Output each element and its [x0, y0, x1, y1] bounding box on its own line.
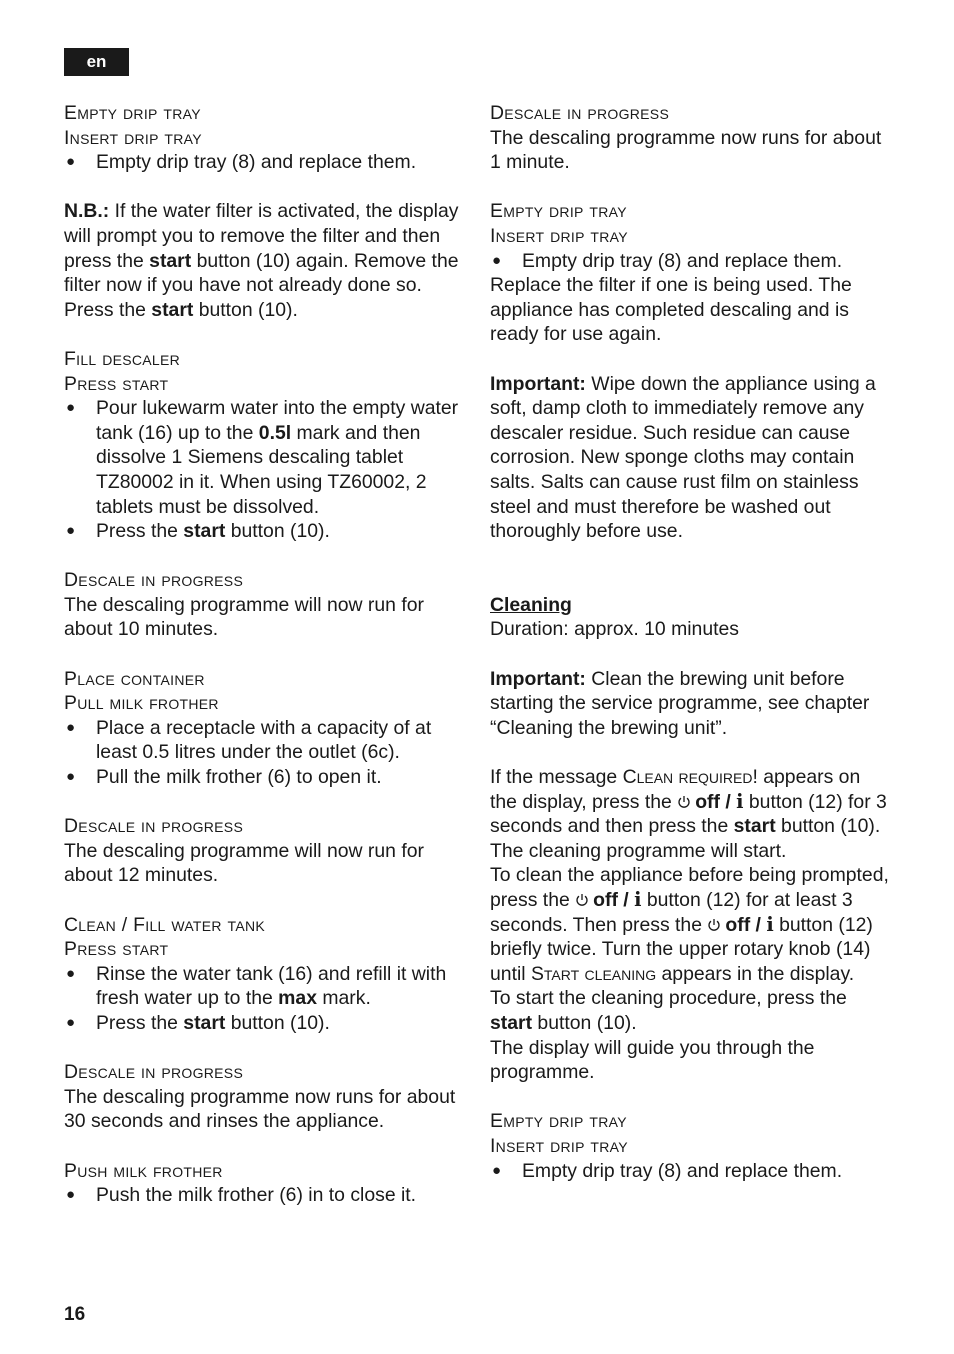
- display-message: Descale in progress: [64, 815, 244, 838]
- cleaning-instructions: [490, 765, 890, 1085]
- text: button (10) again. Remove the filter now if you have not already done so. Press the: [64, 249, 459, 321]
- paragraph: The descaling programme now runs for about 30 seconds and rinses the appliance.: [64, 1085, 456, 1133]
- place-container-section: [64, 667, 464, 790]
- off-keyword: off /: [725, 913, 767, 936]
- text: button (12) for 3 seconds and then press the: [490, 790, 887, 838]
- empty-drip-tray-section-2: [490, 199, 890, 347]
- text: button (10).: [775, 815, 881, 838]
- text: button (10).: [193, 298, 298, 321]
- section-heading: Cleaning: [490, 593, 572, 616]
- paragraph: [490, 863, 890, 986]
- text: To clean the appliance before being prompted, press the: [490, 864, 889, 911]
- paragraph: The cleaning programme will start.: [490, 839, 787, 862]
- empty-drip-tray-section: [64, 101, 464, 175]
- right-column: [490, 101, 890, 1208]
- text: If the message: [490, 766, 623, 789]
- text: Press the: [96, 1011, 184, 1034]
- final-drip-tray-section: [490, 1109, 890, 1183]
- text: button (12) briefly twice. Turn the upper rotary knob (14) until: [490, 913, 873, 985]
- text: Clean the brewing unit before starting the service programme, see chapter “Cleaning the brewing unit”.: [490, 667, 870, 739]
- list-item: ● Empty drip tray (8) and replace them.: [490, 1159, 890, 1184]
- important-label: Important:: [490, 372, 586, 395]
- list-item: [64, 1011, 464, 1036]
- display-message: Insert drip tray: [490, 1134, 628, 1157]
- language-tab: en: [64, 48, 129, 76]
- clean-fill-section: [64, 913, 464, 1036]
- display-message: Start cleaning: [530, 962, 657, 985]
- list-item: ● Push the milk frother (6) in to close it.: [64, 1183, 464, 1208]
- start-keyword: start: [151, 298, 194, 321]
- display-message: Fill descaler: [64, 347, 181, 370]
- note-paragraph: [64, 199, 464, 322]
- paragraph: The display will guide you through the programme.: [490, 1036, 815, 1084]
- text: button (12) for at least 3 seconds. Then press the: [490, 889, 853, 936]
- important-label: Important:: [490, 667, 586, 690]
- display-message: Empty drip tray: [490, 200, 627, 223]
- list-item: ● Pull the milk frother (6) to open it.: [64, 765, 464, 790]
- display-message: Clean required!: [622, 766, 758, 789]
- power-icon: [707, 918, 721, 932]
- start-keyword: start: [183, 1011, 226, 1034]
- list-item: [64, 962, 464, 1011]
- left-column: [64, 101, 464, 1232]
- power-icon: [575, 893, 589, 907]
- note-label: N.B.:: [64, 200, 110, 223]
- text: Wipe down the appliance using a soft, damp cloth to immediately remove any descaler residue. Such residue can cause corrosion. New sponge cloths may contain salts. Salts can cause rust film on stainless steel and must therefore be washed out thoroughly before use.: [490, 372, 876, 543]
- display-message: Place container: [64, 667, 205, 690]
- paragraph: Replace the filter if one is being used. The appliance has completed descaling and is ready for use again.: [490, 274, 852, 346]
- duration-text: Duration: approx. 10 minutes: [490, 618, 739, 641]
- paragraph: [490, 765, 890, 839]
- display-message: Empty drip tray: [64, 102, 201, 124]
- descale-section-4: [490, 101, 890, 175]
- cleaning-section: [490, 593, 890, 642]
- start-keyword: start: [183, 520, 226, 543]
- paragraph: The descaling programme will now run for about 12 minutes.: [64, 839, 424, 887]
- info-keyword: i: [736, 789, 744, 813]
- important-note-2: [490, 667, 890, 741]
- list-item: ● Empty drip tray (8) and replace them.: [64, 150, 464, 175]
- list-item: ● Place a receptacle with a capacity of at least 0.5 litres under the outlet (6c).: [64, 716, 464, 765]
- paragraph: The descaling programme will now run for about 10 minutes.: [64, 593, 424, 641]
- display-message: Empty drip tray: [490, 1110, 627, 1133]
- push-frother-section: [64, 1159, 464, 1208]
- page-number: 16: [64, 1304, 86, 1325]
- text: button (10).: [225, 1011, 330, 1034]
- display-message: Press start: [64, 938, 169, 961]
- start-keyword: start: [733, 815, 776, 838]
- list-item: [64, 519, 464, 544]
- off-keyword: off /: [695, 790, 737, 813]
- display-message: Push milk frother: [64, 1159, 223, 1182]
- paragraph: [490, 986, 890, 1035]
- text: Pour lukewarm water into the empty water tank (16) up to the: [96, 397, 459, 444]
- text: If the water filter is activated, the display will prompt you to remove the filter and then press the: [64, 200, 459, 272]
- display-message: Descale in progress: [64, 1061, 244, 1084]
- list-item: [64, 396, 464, 519]
- display-message: Pull milk frother: [64, 692, 219, 715]
- descale-section-2: [64, 814, 464, 888]
- list-item: ● Empty drip tray (8) and replace them.: [490, 249, 890, 274]
- info-keyword: i: [766, 912, 774, 936]
- mark-keyword: 0.5l: [258, 421, 292, 444]
- descale-section-1: [64, 568, 464, 642]
- off-keyword: off /: [593, 889, 635, 911]
- text: To start the cleaning procedure, press the: [490, 987, 847, 1010]
- power-icon: [677, 795, 691, 809]
- start-keyword: start: [490, 1011, 533, 1034]
- text: Rinse the water tank (16) and refill it with fresh water up to the: [96, 962, 447, 1010]
- text: mark and then dissolve 1 Siemens descaling tablet TZ80002 in it. When using TZ60002, 2 tablets must be dissolved.: [96, 421, 427, 518]
- text: button (10).: [225, 520, 330, 543]
- max-keyword: max: [278, 987, 317, 1010]
- paragraph: The descaling programme now runs for about 1 minute.: [490, 126, 882, 174]
- fill-descaler-section: [64, 347, 464, 544]
- display-message: Descale in progress: [64, 569, 244, 592]
- text: appears on the display, press the: [490, 766, 861, 813]
- display-message: Insert drip tray: [64, 126, 202, 149]
- display-message: Descale in progress: [490, 102, 670, 124]
- info-keyword: i: [634, 888, 642, 911]
- text: button (10).: [532, 1011, 637, 1034]
- display-message: Press start: [64, 372, 169, 395]
- text: Press the: [96, 520, 184, 543]
- text: mark.: [316, 987, 371, 1010]
- important-note-1: [490, 372, 890, 544]
- descale-section-3: [64, 1060, 464, 1134]
- start-keyword: start: [149, 249, 192, 272]
- display-message: Insert drip tray: [490, 224, 628, 247]
- display-message: Clean / Fill water tank: [64, 913, 266, 936]
- text: appears in the display.: [656, 962, 855, 985]
